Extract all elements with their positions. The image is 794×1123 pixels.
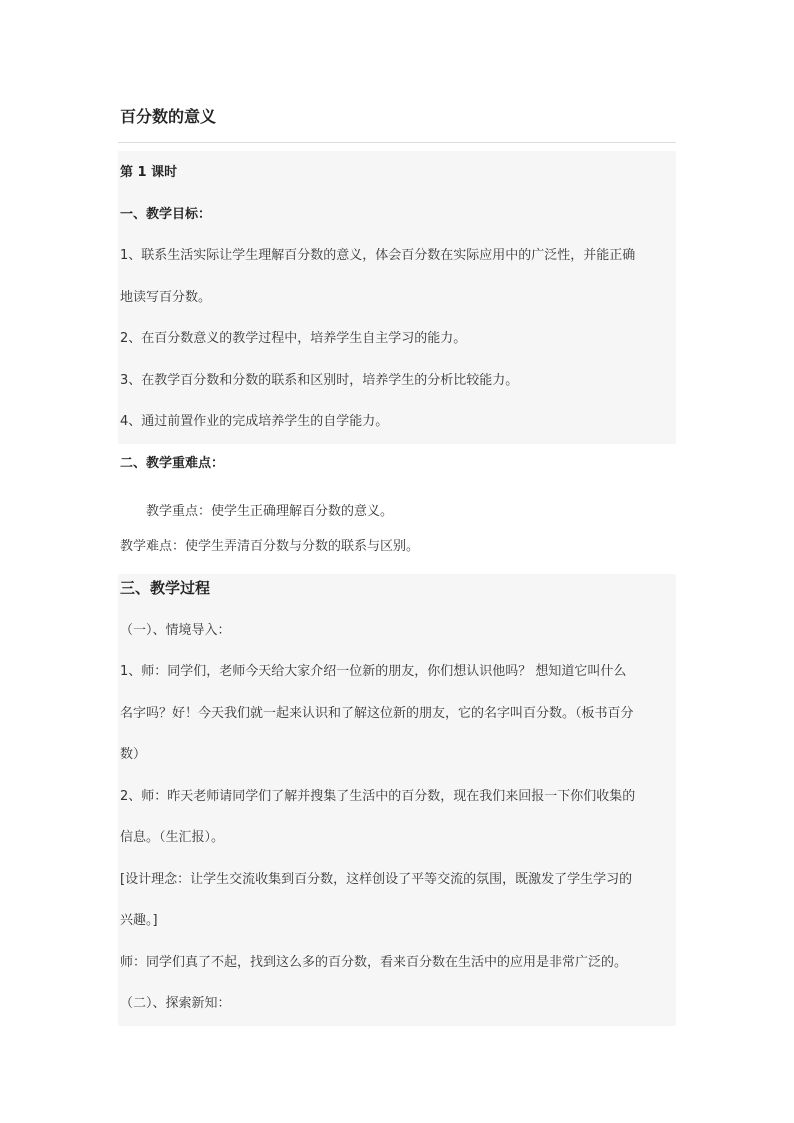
key-point: 教学重点：使学生正确理解百分数的意义。 — [146, 504, 394, 519]
process-line: 师：同学们真了不起，找到这么多的百分数，看来百分数在生活中的应用是非常广泛的。 — [120, 955, 628, 970]
process-line: 兴趣。] — [120, 913, 158, 928]
process-line: 数） — [120, 747, 147, 762]
section-heading-objectives: 一、教学目标： — [120, 207, 212, 222]
objective-line: 1、联系生活实际让学生理解百分数的意义，体会百分数在实际应用中的广泛性，并能正确 — [120, 248, 636, 263]
process-line: 信息。（生汇报）。 — [120, 830, 225, 845]
title-divider — [118, 142, 676, 143]
page-title: 百分数的意义 — [120, 107, 217, 126]
objective-line: 4、通过前置作业的完成培养学生的自学能力。 — [120, 414, 389, 429]
objective-line: 地读写百分数。 — [120, 290, 212, 305]
section-heading-key-points: 二、教学重难点： — [120, 456, 225, 471]
process-line: 2、师：昨天老师请同学们了解并搜集了生活中的百分数，现在我们来回报一下你们收集的 — [120, 789, 636, 804]
process-line: 名字吗？好！今天我们就一起来认识和了解这位新的朋友，它的名字叫百分数。（板书百分 — [120, 706, 634, 721]
subsection-heading-explore: （二）、探索新知： — [120, 996, 231, 1011]
process-line: 1、师：同学们，老师今天给大家介绍一位新的朋友，你们想认识他吗？ 想知道它叫什么 — [120, 664, 627, 679]
section-heading-process: 三、教学过程 — [120, 579, 211, 597]
objective-line: 3、在教学百分数和分数的联系和区别时，培养学生的分析比较能力。 — [120, 373, 519, 388]
objective-line: 2、在百分数意义的教学过程中，培养学生自主学习的能力。 — [120, 331, 467, 346]
lesson-label: 第 1 课时 — [120, 165, 178, 180]
difficult-point: 教学难点：使学生弄清百分数与分数的联系与区别。 — [120, 539, 420, 554]
process-line: [设计理念：让学生交流收集到百分数，这样创设了平等交流的氛围，既激发了学生学习的 — [120, 872, 633, 887]
subsection-heading-intro: （一）、情境导入： — [120, 623, 231, 638]
